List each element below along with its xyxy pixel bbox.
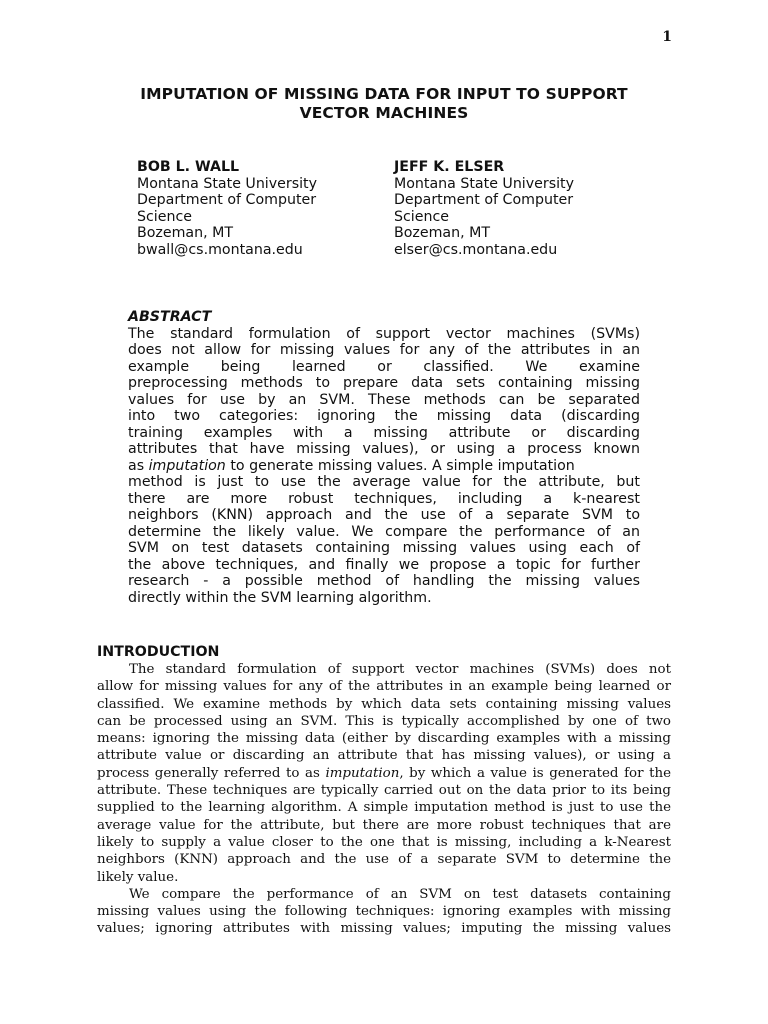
abstract-emphasis: imputation: [148, 457, 226, 474]
author-affiliation-line: Science: [394, 208, 449, 225]
body-line: attribute. These techniques are typically carried out on the data prior to its being: [97, 783, 671, 799]
page-number: 1: [662, 29, 672, 45]
author-affiliation-line: Bozeman, MT: [394, 225, 491, 242]
abstract-line: does not allow for missing values for any of the attributes in an: [128, 342, 640, 358]
body-text: , by which a value is generated for the: [399, 765, 671, 781]
abstract-line: the above techniques, and finally we propose a topic for further: [128, 556, 640, 573]
author-affiliation-line: Science: [137, 208, 192, 225]
abstract-line: preprocessing methods to prepare data sets containing missing: [128, 375, 640, 391]
abstract-line: [128, 458, 640, 475]
author-email: elser@cs.montana.edu: [394, 241, 558, 258]
author-name: BOB L. WALL: [137, 159, 240, 175]
author-affiliation-line: Montana State University: [394, 175, 574, 192]
body-line: likely to supply a value closer to the one that is missing, including a k-Nearest: [97, 834, 671, 850]
author-affiliation-line: Department of Computer: [394, 192, 574, 209]
abstract-line: attributes that have missing values), or using a process known: [128, 441, 640, 457]
author-email: bwall@cs.montana.edu: [137, 241, 303, 258]
body-line: average value for the attribute, but there are more robust techniques that are: [97, 817, 671, 833]
abstract-section: [128, 309, 640, 606]
abstract-line: The standard formulation of support vector machines (SVMs): [128, 325, 640, 342]
body-line: supplied to the learning algorithm. A simple imputation method is just to use the: [97, 800, 671, 816]
abstract-line: method is just to use the average value for the attribute, but: [128, 474, 640, 490]
abstract-line: determine the likely value. We compare the performance of an: [128, 523, 640, 540]
body-emphasis: imputation: [325, 765, 400, 781]
author-affiliation-line: Bozeman, MT: [137, 225, 234, 242]
body-line: missing values using the following techniques: ignoring examples with missing: [97, 904, 671, 920]
abstract-line: research - a possible method of handling the missing values: [128, 573, 640, 589]
body-line: We compare the performance of an SVM on test datasets containing: [129, 886, 671, 902]
body-line: likely value.: [97, 869, 179, 885]
abstract-line: example being learned or classified. We examine: [128, 358, 640, 375]
body-line: can be processed using an SVM. This is typically accomplished by one of two: [97, 713, 671, 729]
body-line: allow for missing values for any of the attributes in an example being learned or: [97, 679, 671, 695]
abstract-text: to generate missing values. A simple imputation: [230, 457, 575, 474]
body-text: process generally referred to as: [97, 765, 320, 781]
introduction-heading: INTRODUCTION: [97, 644, 220, 660]
abstract-line: into two categories: ignoring the missing data (discarding: [128, 408, 640, 424]
body-line: classified. We examine methods by which data sets containing missing values: [97, 696, 671, 712]
abstract-line: training examples with a missing attribute or discarding: [128, 424, 640, 441]
author-block: [394, 159, 634, 259]
introduction-body: [97, 661, 671, 938]
abstract-line: directly within the SVM learning algorithm.: [128, 589, 432, 606]
abstract-line: values for use by an SVM. These methods can be separated: [128, 391, 640, 408]
abstract-line: neighbors (KNN) approach and the use of a separate SVM to: [128, 507, 640, 523]
title-line: IMPUTATION OF MISSING DATA FOR INPUT TO SUPPORT: [140, 85, 628, 103]
abstract-line: there are more robust techniques, including a k-nearest: [128, 490, 640, 507]
author-name: JEFF K. ELSER: [394, 159, 505, 175]
abstract-line: SVM on test datasets containing missing values using each of: [128, 540, 640, 556]
body-line: neighbors (KNN) approach and the use of a separate SVM to determine the: [97, 852, 671, 868]
author-affiliation-line: Montana State University: [137, 175, 317, 192]
abstract-text: as: [128, 457, 145, 474]
body-line: [97, 765, 671, 782]
author-block: [137, 159, 377, 259]
body-line: attribute value or discarding an attribute that has missing values), or using a: [97, 748, 671, 764]
body-line: means: ignoring the missing data (either by discarding examples with a missing: [97, 731, 671, 747]
author-affiliation-line: Department of Computer: [137, 192, 317, 209]
abstract-heading: ABSTRACT: [128, 309, 212, 325]
paper-title: [90, 85, 678, 123]
body-line: values; ignoring attributes with missing values; imputing the missing values: [97, 921, 671, 937]
body-line: The standard formulation of support vector machines (SVMs) does not: [129, 662, 671, 677]
title-line: VECTOR MACHINES: [299, 104, 469, 122]
